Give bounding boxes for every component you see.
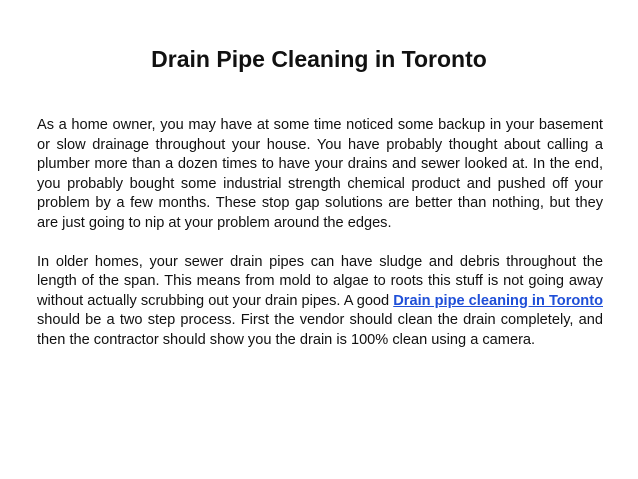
paragraph-1: As a home owner, you may have at some time noticed some backup in your basement or slow drainage throughout your house. You have probably thought about calling a plumber more than a dozen times to have your drains and sewer looked at. In the end, you probably bought some industrial strength chemical product and pushed off your problem by a few months. These stop gap solutions are better than nothing, but they are just going to nip at your problem around the edges. — [37, 117, 603, 231]
page-title: Drain Pipe Cleaning in Toronto — [151, 46, 487, 72]
paragraph-2 — [37, 253, 603, 351]
paragraph-2-text-after-link: should be a two step process. First the vendor should clean the drain completely, and then the contractor should show you the drain is 100% clean using a camera. — [37, 312, 603, 348]
paragraph-2-text-before-link: In older homes, your sewer drain pipes can have sludge and debris throughout the length of the span. This means from mold to algae to roots this stuff is not going away without actually scrubbing out your drain pipes. A good — [37, 253, 603, 309]
drain-pipe-cleaning-link[interactable]: Drain pipe cleaning in Toronto — [393, 292, 603, 309]
slide-content — [37, 116, 603, 351]
